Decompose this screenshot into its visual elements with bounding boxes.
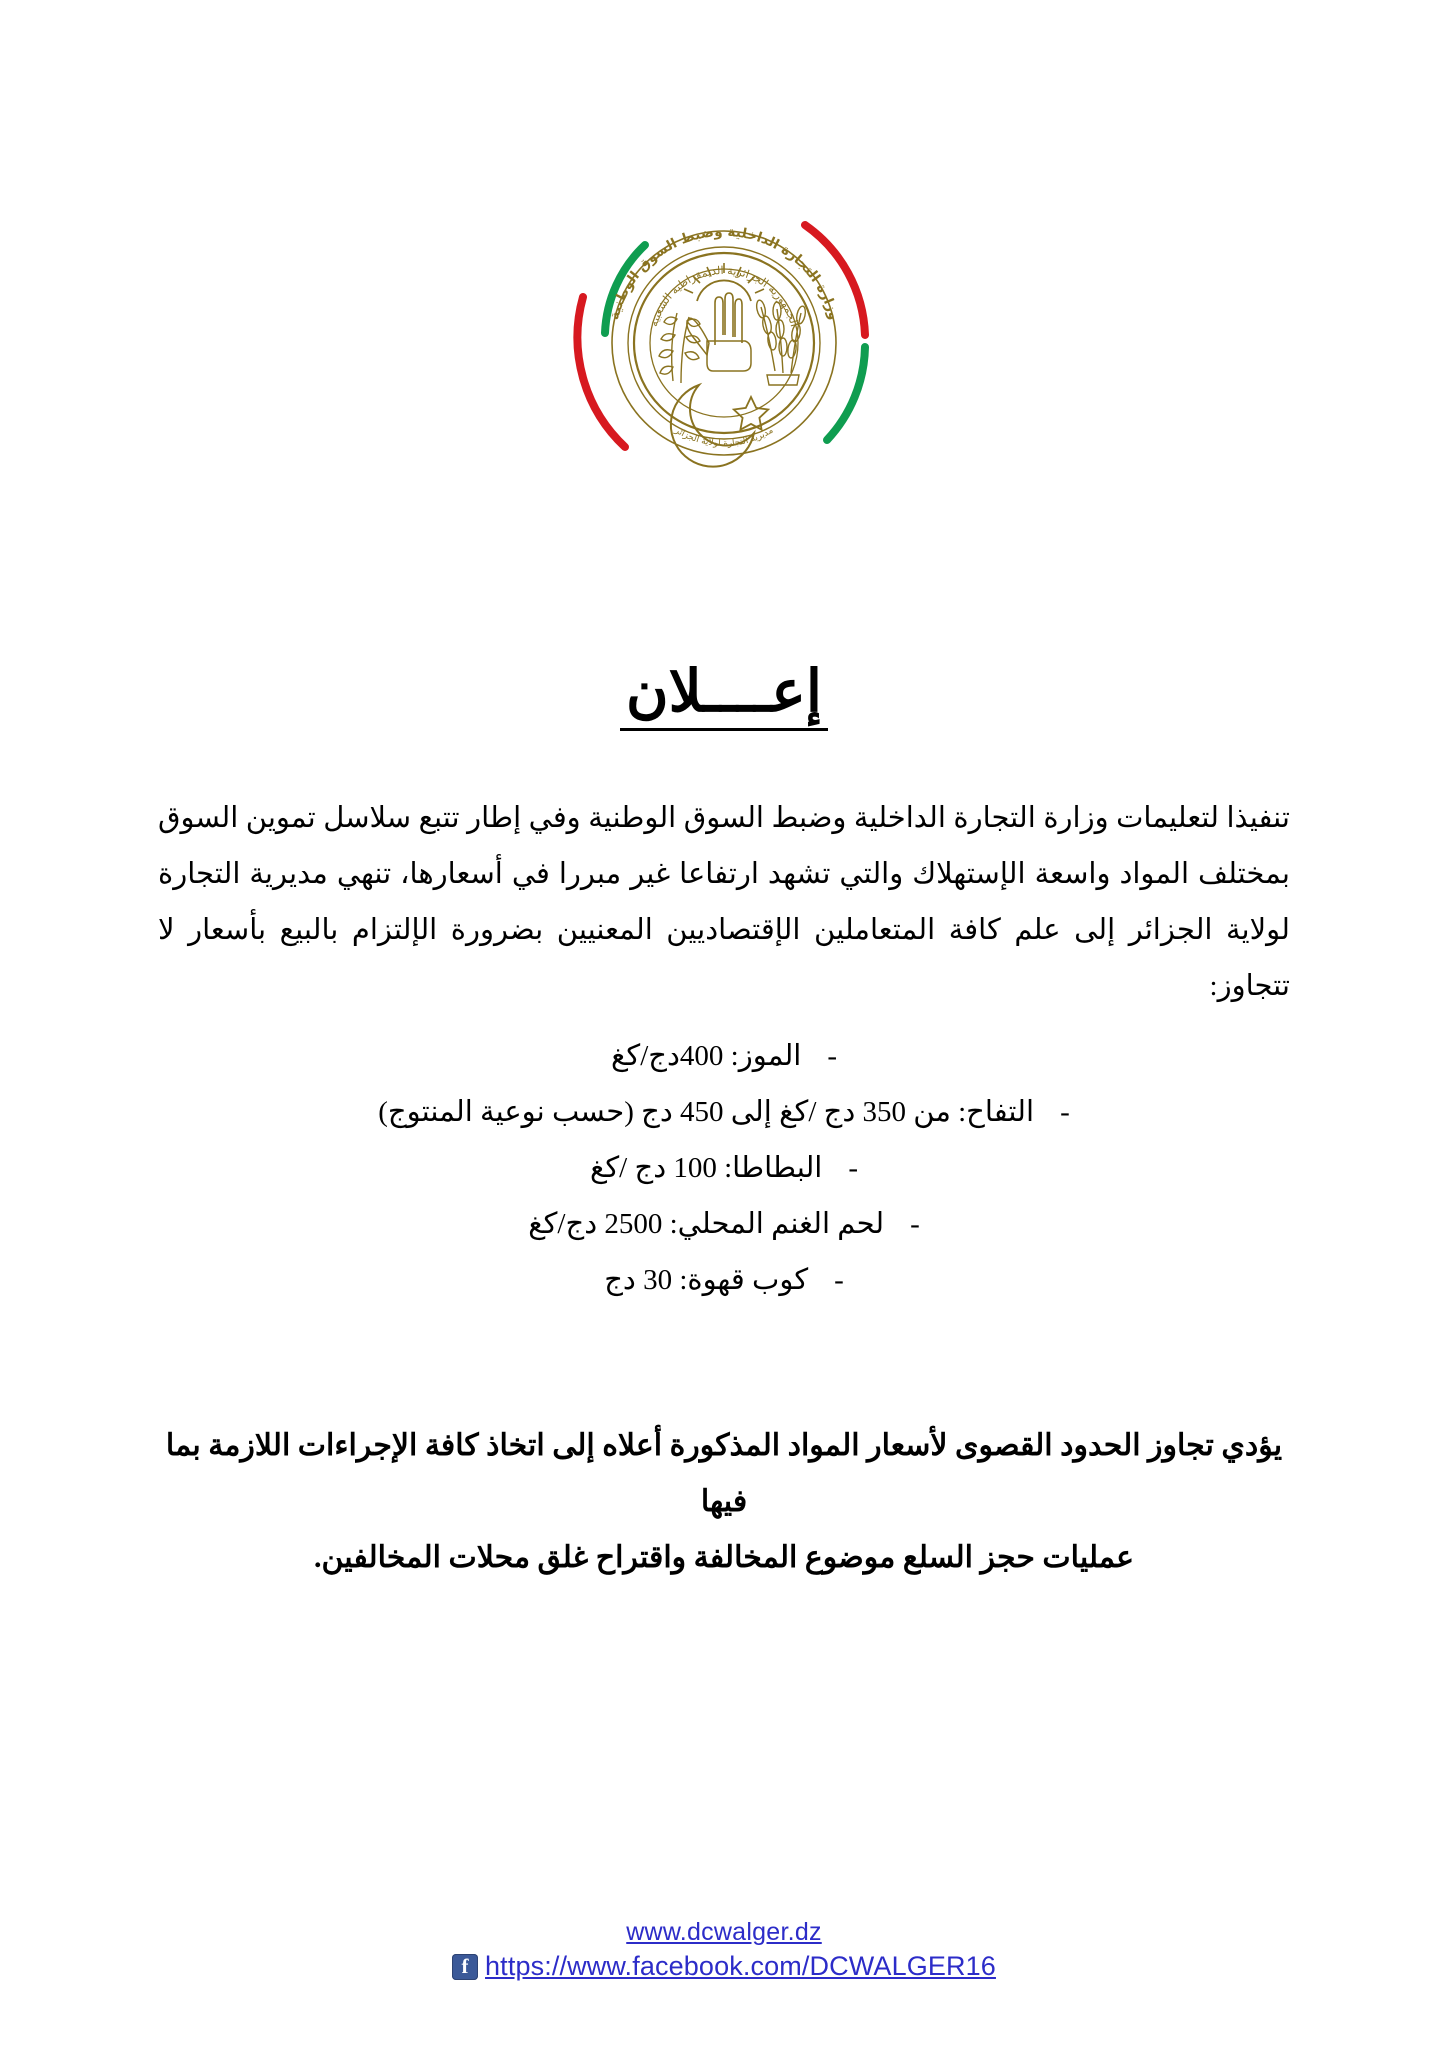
list-item-label: لحم الغنم المحلي: 2500 دج/كغ	[528, 1208, 885, 1240]
list-item	[158, 1028, 1290, 1084]
emblem-outer-text: وزارة التجارة الداخلية وضبط السوق الوطنية	[606, 223, 842, 322]
page-title-container	[0, 620, 1448, 769]
list-item	[158, 1084, 1290, 1140]
list-bullet: -	[910, 1208, 920, 1240]
facebook-row	[0, 1951, 1448, 1982]
list-item	[158, 1140, 1290, 1196]
list-bullet: -	[1060, 1096, 1070, 1128]
ministry-emblem	[569, 185, 879, 495]
warning-line-2: عمليات حجز السلع موضوع المخالفة واقتراح غلق محلات المخالفين.	[313, 1541, 1135, 1574]
announcement-body	[158, 790, 1290, 1308]
list-bullet: -	[834, 1264, 844, 1296]
list-item-label: كوب قهوة: 30 دج	[604, 1264, 809, 1296]
list-item-label: البطاطا: 100 دج /كغ	[589, 1152, 823, 1184]
facebook-icon	[452, 1954, 478, 1980]
flag-arcs	[577, 225, 865, 450]
emblem-container	[0, 185, 1448, 495]
intro-paragraph: تنفيذا لتعليمات وزارة التجارة الداخلية وضبط السوق الوطنية وفي إطار تتبع سلاسل تموين السوق بمختلف المواد واسعة الإستهلاك والتي تشهد ارتفاعا غير مبررا في أسعارها، تنهي مديرية التجارة لولاية الجزائر إلى علم كافة المتعاملين الإقتصاديين المعنيين بضرورة الإلتزام بالبيع بأسعار لا تتجاوز:	[158, 802, 1290, 1002]
emblem-bottom-text: مديرية التجارة لولاية الجزائر	[672, 425, 776, 450]
page-title: إعــــلان	[620, 659, 828, 731]
emblem-inner-text: الجمهورية الجزائرية الديمقراطية الشعبية	[647, 263, 801, 329]
list-item-label: الموز: 400دج/كغ	[610, 1040, 802, 1072]
facebook-link[interactable]: https://www.facebook.com/DCWALGER16	[485, 1951, 996, 1981]
list-item-label: التفاح: من 350 دج /كغ إلى 450 دج (حسب نوعية المنتوج)	[378, 1096, 1035, 1128]
price-list	[158, 1028, 1290, 1308]
footer	[0, 1918, 1448, 1982]
list-bullet: -	[827, 1040, 838, 1072]
warning-paragraph	[158, 1418, 1290, 1586]
list-item	[158, 1252, 1290, 1308]
website-link[interactable]: www.dcwalger.dz	[626, 1918, 822, 1946]
list-item	[158, 1196, 1290, 1252]
list-bullet: -	[848, 1152, 859, 1184]
warning-line-1: يؤدي تجاوز الحدود القصوى لأسعار المواد المذكورة أعلاه إلى اتخاذ كافة الإجراءات اللازمة بما فيها	[165, 1429, 1283, 1518]
